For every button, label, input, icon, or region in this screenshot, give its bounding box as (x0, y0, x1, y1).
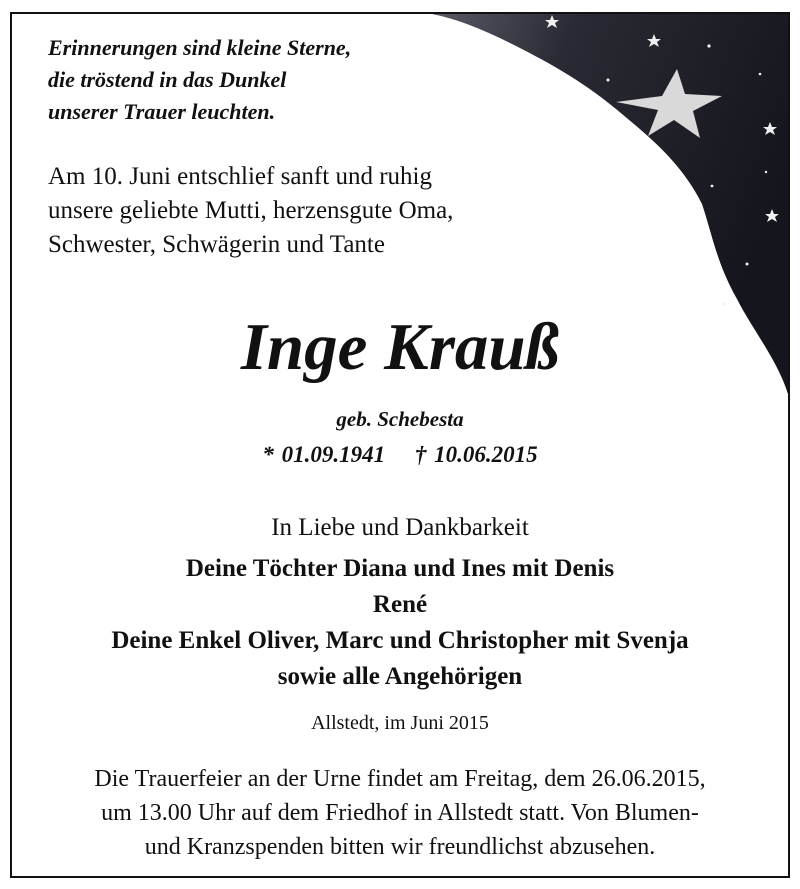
intro-line: Am 10. Juni entschlief sanft und ruhig (48, 163, 432, 190)
service-line: Die Trauerfeier an der Urne findet am Freitag, dem 26.06.2015, (94, 766, 706, 792)
birth-name: geb. Schebesta (336, 407, 464, 431)
quote-line: die tröstend in das Dunkel (48, 67, 287, 92)
quote-line: unserer Trauer leuchten. (48, 99, 276, 124)
quote-line: Erinnerungen sind kleine Sterne, (48, 35, 352, 60)
life-dates (12, 442, 788, 468)
birth-date: * 01.09.1941 (262, 442, 386, 467)
intro-line: unsere geliebte Mutti, herzensgute Oma, (48, 197, 454, 224)
service-notice (12, 762, 788, 864)
obituary-frame (10, 12, 790, 878)
service-line: um 13.00 Uhr auf dem Friedhof in Allstedt statt. Von Blumen- (101, 800, 699, 826)
family-line: Deine Töchter Diana und Ines mit Denis (185, 555, 615, 582)
death-date: † 10.06.2015 (414, 442, 538, 467)
quote-verse (48, 32, 351, 128)
deceased-name: Inge Krauß (240, 310, 560, 384)
place-date: Allstedt, im Juni 2015 (311, 712, 489, 734)
family-line: Deine Enkel Oliver, Marc und Christopher mit Svenja (111, 627, 689, 654)
family-list (12, 551, 788, 695)
love-line: In Liebe und Dankbarkeit (271, 514, 529, 541)
intro-text (48, 160, 453, 262)
family-line: sowie alle Angehörigen (277, 663, 523, 690)
intro-line: Schwester, Schwägerin und Tante (48, 231, 385, 258)
family-line: René (372, 591, 428, 618)
service-line: und Kranzspenden bitten wir freundlichst abzusehen. (144, 834, 656, 860)
